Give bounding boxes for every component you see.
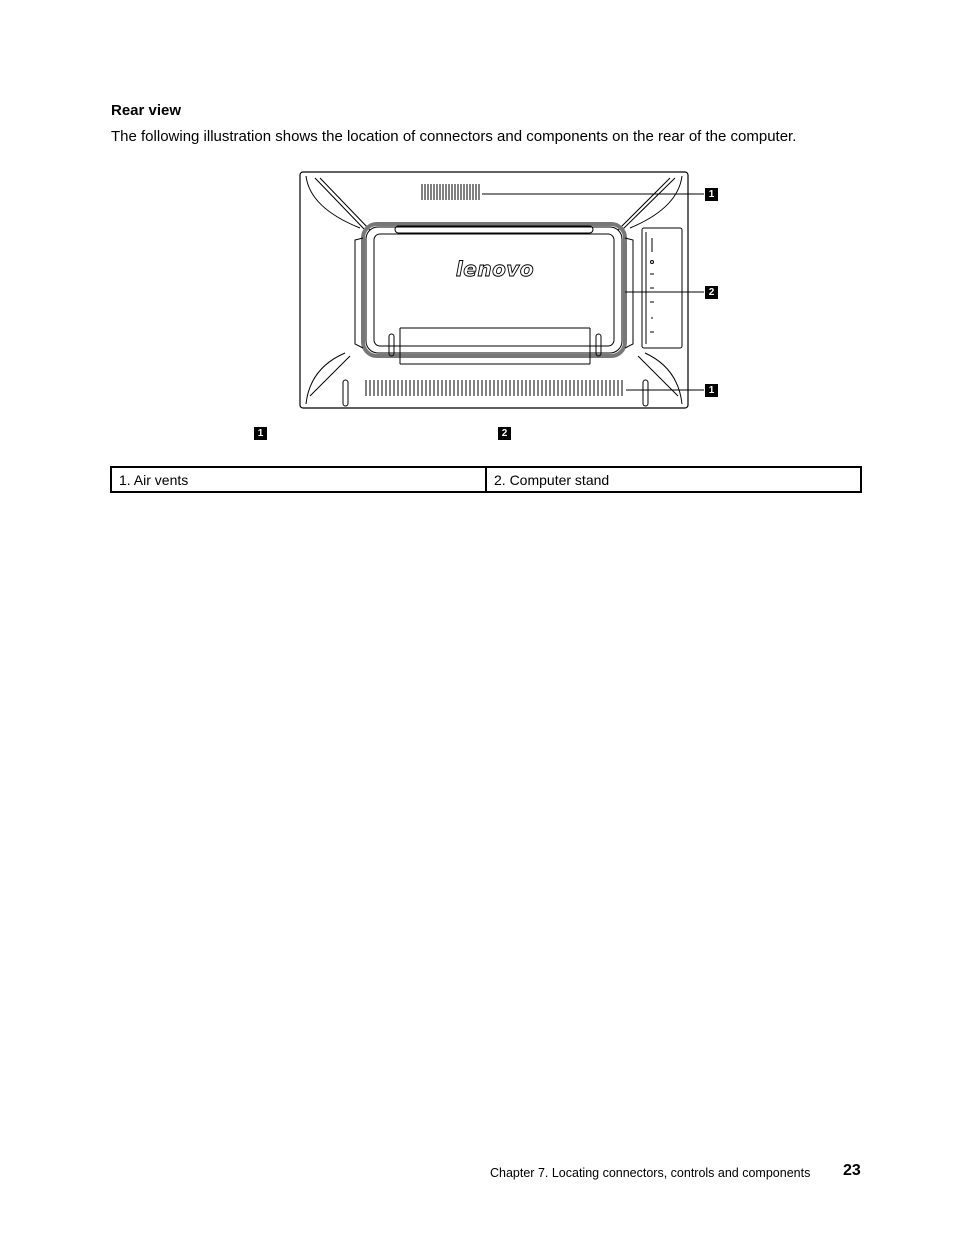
housing-diagonal-edge	[315, 178, 365, 230]
right-foot	[643, 380, 648, 406]
table-cell: 1. Air vents	[111, 467, 486, 492]
callout-badge: 1	[254, 427, 267, 440]
housing-diagonal-edge	[618, 178, 670, 230]
housing-diagonal-edge	[320, 178, 370, 230]
section-title: Rear view	[111, 102, 182, 119]
left-foot	[343, 380, 348, 406]
parts-legend-table	[110, 466, 862, 493]
housing-corner-curve	[306, 353, 345, 404]
rear-view-illustration	[250, 168, 730, 448]
housing-corner-curve	[645, 353, 682, 404]
lenovo-logo: lenovo	[455, 257, 535, 281]
table-row	[111, 467, 861, 492]
bottom-air-vent	[366, 380, 622, 396]
intro-paragraph: The following illustration shows the location of connectors and components on the rear of the computer.	[111, 128, 797, 145]
table-cell: 2. Computer stand	[486, 467, 861, 492]
top-air-vent	[422, 184, 479, 200]
callout-badge: 2	[498, 427, 511, 440]
callout-badge: 1	[705, 188, 718, 201]
callout-badge: 2	[705, 286, 718, 299]
page-number: 23	[843, 1162, 861, 1179]
housing-corner-curve	[306, 176, 360, 228]
side-port-panel	[642, 228, 682, 348]
computer-stand	[355, 224, 633, 364]
housing-diagonal-edge	[622, 178, 675, 230]
computer-rear-outline	[300, 172, 688, 408]
housing-corner-curve	[630, 176, 682, 228]
callout-badge: 1	[705, 384, 718, 397]
footer-chapter: Chapter 7. Locating connectors, controls and components	[490, 1166, 811, 1180]
